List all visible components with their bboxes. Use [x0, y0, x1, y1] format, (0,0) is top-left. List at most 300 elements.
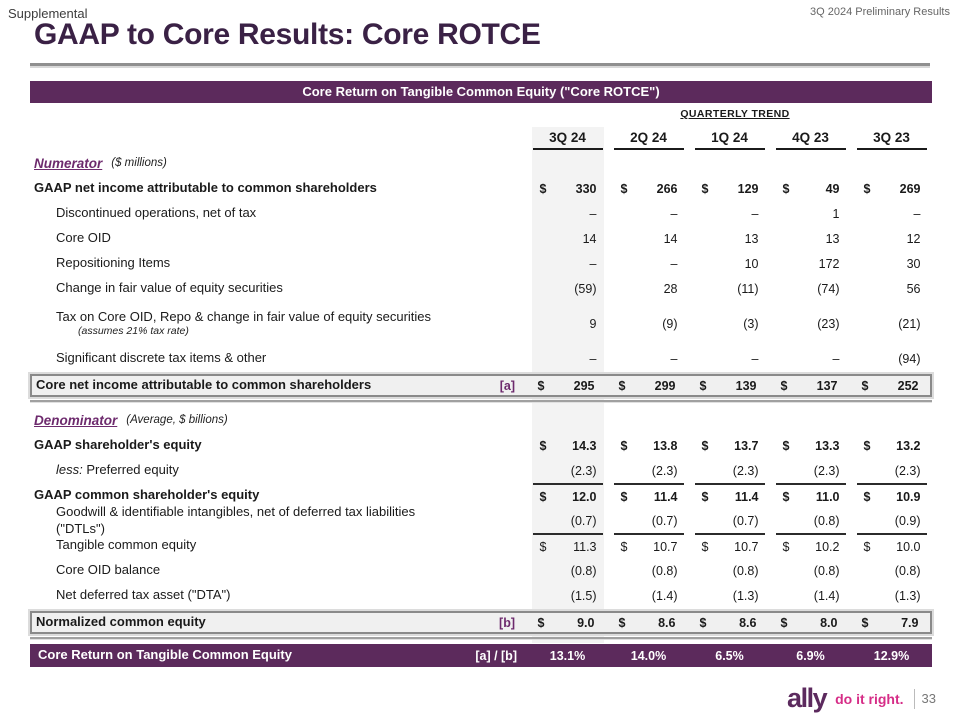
value-cell: [612, 613, 682, 632]
value-cell: [533, 458, 603, 483]
value-cell: [614, 201, 684, 226]
value: 13.2: [896, 438, 921, 453]
dollar-sign: $: [780, 378, 788, 393]
value: 172: [818, 256, 840, 271]
value: 299: [654, 378, 676, 393]
value: (0.7): [651, 513, 678, 528]
row-label-main: Core OID: [56, 230, 111, 246]
value-cell: [776, 301, 846, 346]
dollar-sign: $: [620, 181, 628, 196]
dollar-sign: $: [861, 615, 869, 630]
table-row: [30, 374, 932, 397]
value-cell: [614, 583, 684, 608]
value: 10.2: [815, 539, 840, 554]
value-cell: [614, 226, 684, 251]
value: (0.8): [651, 563, 678, 578]
value-cell: [695, 483, 765, 508]
value-cell: [614, 558, 684, 583]
value: –: [751, 206, 759, 221]
value: 8.0: [820, 615, 838, 630]
value-cell: [614, 346, 684, 371]
value-cell: [695, 533, 765, 558]
value-cell: [857, 226, 927, 251]
value: –: [670, 351, 678, 366]
section-divider: [30, 400, 932, 403]
value-cell: [533, 558, 603, 583]
value-cell: [533, 301, 603, 346]
value: 30: [906, 256, 921, 271]
table-row: [30, 611, 932, 634]
row-marker: [447, 251, 527, 276]
value: (2.3): [651, 463, 678, 478]
row-label-main: Repositioning Items: [56, 255, 171, 271]
value: 269: [899, 181, 921, 196]
value: (3): [743, 316, 759, 331]
header-spacer: [447, 124, 527, 150]
row-label: [30, 301, 447, 346]
value: 8.6: [739, 615, 757, 630]
value-cell: [776, 483, 846, 508]
value-cell: [857, 301, 927, 346]
value-cell: [857, 483, 927, 508]
dollar-sign: $: [618, 378, 626, 393]
row-label-text: [34, 437, 202, 453]
row-label-main: Tax on Core OID, Repo & change in fair value of equity securities: [56, 308, 432, 324]
value: 1: [832, 206, 840, 221]
row-label-text: [56, 462, 179, 478]
value-cell: [776, 176, 846, 201]
dollar-sign: $: [537, 615, 545, 630]
value-cell: [695, 301, 765, 346]
value-cell: [533, 644, 603, 667]
value-cell: [695, 276, 765, 301]
value: 8.6: [658, 615, 676, 630]
dollar-sign: $: [620, 489, 628, 504]
value-cell: [614, 644, 684, 667]
table-row: [30, 504, 932, 536]
row-label: [30, 346, 447, 371]
value-cell: [695, 226, 765, 251]
column-header: 1Q 24: [695, 124, 765, 150]
quarterly-trend-label: QUARTERLY TREND: [680, 108, 790, 120]
deck-label: 3Q 2024 Preliminary Results: [809, 6, 950, 18]
value-cell: [855, 376, 925, 395]
value-cell: [776, 508, 846, 533]
row-label: [30, 433, 447, 458]
dollar-sign: $: [782, 181, 790, 196]
value-cell: [776, 226, 846, 251]
value: 10.7: [653, 539, 678, 554]
value: 129: [737, 181, 759, 196]
value: –: [670, 256, 678, 271]
rotce-table: [30, 106, 932, 667]
value: (59): [574, 281, 597, 296]
value: 10.9: [896, 489, 921, 504]
row-label-text: [56, 350, 266, 366]
value-cell: [857, 276, 927, 301]
section-heading-row: [30, 407, 932, 433]
value: 11.3: [573, 539, 597, 554]
value: –: [670, 206, 678, 221]
row-label-prefix: less:: [56, 462, 83, 478]
value-cell: [533, 346, 603, 371]
dollar-sign: $: [539, 489, 547, 504]
dollar-sign: $: [782, 539, 790, 554]
row-label-text: [34, 180, 377, 196]
value: 330: [575, 181, 597, 196]
row-label: [30, 558, 447, 583]
row-label-text: [56, 309, 431, 338]
value-cell: [855, 613, 925, 632]
value-cell: [857, 251, 927, 276]
value-cell: [776, 583, 846, 608]
value: 11.4: [734, 489, 759, 504]
value-cell: [614, 458, 684, 483]
row-marker: [447, 301, 527, 346]
row-label-main: Core OID balance: [56, 562, 161, 578]
value: 14: [582, 231, 597, 246]
row-label-main: Discontinued operations, net of tax: [56, 205, 257, 221]
row-marker: [a] / [b]: [475, 648, 517, 663]
value-cell: [695, 644, 765, 667]
row-marker: [447, 433, 527, 458]
dollar-sign: $: [618, 615, 626, 630]
value-cell: [776, 346, 846, 371]
value: 6.9%: [796, 648, 825, 663]
row-label: [30, 201, 447, 226]
value: 7.9: [901, 615, 919, 630]
value-cell: [776, 433, 846, 458]
value-cell: [857, 533, 927, 558]
value-cell: [614, 433, 684, 458]
table-row: [30, 276, 932, 301]
row-label-main: GAAP net income attributable to common shareholders: [34, 180, 377, 196]
table-row: [30, 201, 932, 226]
value: (0.8): [894, 563, 921, 578]
value-cell: [533, 276, 603, 301]
value-cell: [776, 201, 846, 226]
value: 252: [897, 378, 919, 393]
value-cell: [857, 201, 927, 226]
value-cell: [857, 433, 927, 458]
value-cell: [614, 276, 684, 301]
value-cell: [533, 201, 603, 226]
table-row: [30, 533, 932, 558]
value: (1.5): [570, 588, 597, 603]
row-label: [30, 276, 447, 301]
value: 295: [573, 378, 595, 393]
value-cell: [614, 533, 684, 558]
row-marker: [447, 458, 527, 483]
row-label-text: [56, 562, 160, 578]
row-label-text: [34, 487, 259, 503]
value: (0.8): [570, 563, 597, 578]
row-marker: [447, 483, 527, 508]
value-cell: [695, 251, 765, 276]
row-label: [30, 458, 447, 483]
value: (2.3): [570, 463, 597, 478]
value-cell: [776, 533, 846, 558]
value: 12.9%: [873, 648, 910, 663]
value: (2.3): [894, 463, 921, 478]
value-cell: [533, 433, 603, 458]
value: (1.3): [894, 588, 921, 603]
value: 9: [589, 316, 597, 331]
section-divider: [30, 637, 932, 640]
value-cell: [857, 508, 927, 533]
dollar-sign: $: [701, 438, 709, 453]
row-label: [30, 251, 447, 276]
value: 266: [656, 181, 678, 196]
table-row: [30, 458, 932, 483]
table-row: [30, 251, 932, 276]
table-row: [30, 583, 932, 608]
value: 10: [744, 256, 759, 271]
value: 56: [906, 281, 921, 296]
row-label-main: Net deferred tax asset ("DTA"): [56, 587, 231, 603]
value-cell: [614, 251, 684, 276]
row-marker: [b]: [499, 615, 515, 630]
row-label-text: [56, 587, 230, 603]
row-label: [30, 644, 447, 667]
value-cell: [614, 508, 684, 533]
value-cell: [612, 376, 682, 395]
value-cell: [614, 301, 684, 346]
slide-footer: [787, 685, 936, 712]
value-cell: [531, 613, 601, 632]
row-label-sub: (assumes 21% tax rate): [78, 325, 189, 338]
value: 9.0: [577, 615, 595, 630]
row-label: [30, 226, 447, 251]
value: (0.7): [732, 513, 759, 528]
value: 10.0: [896, 539, 921, 554]
value: 13.7: [734, 438, 759, 453]
value-cell: [695, 558, 765, 583]
row-label-main: Significant discrete tax items & other: [56, 350, 267, 366]
row-label: [30, 504, 447, 536]
value: (21): [898, 316, 921, 331]
row-label-main: Goodwill & identifiable intangibles, net of deferred tax liabilities ("DTLs"): [56, 504, 416, 536]
row-marker: [447, 583, 527, 608]
row-label-main: Normalized common equity: [36, 614, 206, 630]
dollar-sign: $: [782, 438, 790, 453]
value-cell: [857, 558, 927, 583]
value: (74): [817, 281, 840, 296]
value-cell: [776, 458, 846, 483]
value: (2.3): [732, 463, 759, 478]
value: (0.9): [894, 513, 921, 528]
row-marker: [447, 508, 527, 533]
value: 11.0: [815, 489, 840, 504]
ally-logo: ally: [787, 683, 827, 713]
value: –: [589, 256, 597, 271]
dollar-sign: $: [863, 489, 871, 504]
value: –: [589, 206, 597, 221]
value-cell: [857, 346, 927, 371]
row-label-text: [56, 255, 170, 271]
value-cell: [695, 458, 765, 483]
column-header: 2Q 24: [614, 124, 684, 150]
section-heading: Numerator: [34, 155, 103, 171]
row-label-text: [56, 280, 283, 296]
value: (1.4): [813, 588, 840, 603]
supplemental-label: Supplemental: [8, 6, 88, 21]
dollar-sign: $: [861, 378, 869, 393]
value-cell: [695, 583, 765, 608]
value: –: [832, 351, 840, 366]
dollar-sign: $: [701, 539, 709, 554]
dollar-sign: $: [539, 539, 547, 554]
row-marker: [447, 276, 527, 301]
dollar-sign: $: [780, 615, 788, 630]
table-row: [30, 176, 932, 201]
value-cell: [857, 458, 927, 483]
value: 13: [825, 231, 840, 246]
value: (0.7): [570, 513, 597, 528]
row-label-main: less: Preferred equity: [56, 462, 179, 478]
column-header: 3Q 24: [533, 124, 603, 150]
table-row: [30, 346, 932, 371]
value-cell: [774, 376, 844, 395]
column-header: 4Q 23: [776, 124, 846, 150]
section-heading-row: [30, 150, 932, 176]
value-cell: [695, 346, 765, 371]
value-cell: [533, 583, 603, 608]
row-label-main: Core net income attributable to common shareholders: [36, 377, 372, 393]
row-label: [30, 583, 447, 608]
value: –: [589, 351, 597, 366]
value: (23): [817, 316, 840, 331]
row-label-text: [56, 537, 196, 553]
dollar-sign: $: [539, 438, 547, 453]
value: 6.5%: [715, 648, 744, 663]
value-cell: [695, 433, 765, 458]
value: 13.3: [815, 438, 840, 453]
row-label-main: Change in fair value of equity securities: [56, 280, 283, 296]
table-banner: Core Return on Tangible Common Equity ("Core ROTCE"): [30, 81, 932, 103]
title-divider: [30, 63, 930, 66]
value: (0.8): [813, 563, 840, 578]
value-cell: [693, 613, 763, 632]
value: 49: [825, 181, 840, 196]
value: –: [751, 351, 759, 366]
row-label: [30, 176, 447, 201]
row-marker: [447, 226, 527, 251]
value: 137: [816, 378, 838, 393]
dollar-sign: $: [539, 181, 547, 196]
row-marker: [a]: [499, 378, 515, 393]
value: (0.8): [732, 563, 759, 578]
value: (1.3): [732, 588, 759, 603]
row-label-main: Tangible common equity: [56, 537, 197, 553]
value-cell: [695, 201, 765, 226]
value: (94): [898, 351, 921, 366]
header-spacer: [30, 124, 447, 150]
column-header: 3Q 23: [857, 124, 927, 150]
row-marker: [447, 558, 527, 583]
table-row: [30, 226, 932, 251]
page-number-divider: [914, 689, 915, 709]
dollar-sign: $: [699, 378, 707, 393]
core-rotce-result-row: [30, 644, 932, 667]
dollar-sign: $: [699, 615, 707, 630]
dollar-sign: $: [701, 181, 709, 196]
row-label: [32, 613, 445, 632]
column-header-row: [30, 124, 932, 150]
value-cell: [693, 376, 763, 395]
dollar-sign: $: [620, 438, 628, 453]
dollar-sign: $: [863, 539, 871, 554]
value-cell: [857, 583, 927, 608]
page-number: 33: [921, 691, 936, 706]
row-label-text: [56, 205, 256, 221]
row-marker: [447, 346, 527, 371]
page-title: GAAP to Core Results: Core ROTCE: [34, 18, 541, 51]
value-cell: [774, 613, 844, 632]
value-cell: [695, 508, 765, 533]
section-unit: (Average, $ billions): [126, 414, 228, 426]
dollar-sign: $: [863, 438, 871, 453]
value: (9): [662, 316, 678, 331]
value-cell: [776, 644, 846, 667]
value: (1.4): [651, 588, 678, 603]
row-label-text: [56, 504, 447, 537]
value-cell: [857, 644, 927, 667]
value: 13.8: [653, 438, 678, 453]
ally-tagline: do it right.: [835, 690, 904, 707]
value-cell: [857, 176, 927, 201]
row-label-text: [38, 647, 292, 663]
value: (11): [737, 281, 759, 296]
value: 14.3: [572, 438, 597, 453]
value-cell: [614, 176, 684, 201]
row-label-text: [56, 230, 111, 246]
section-unit: ($ millions): [111, 157, 167, 169]
value: 28: [663, 281, 678, 296]
value: 10.7: [734, 539, 759, 554]
value: 13: [744, 231, 759, 246]
value-cell: [533, 533, 603, 558]
value: 14: [663, 231, 678, 246]
row-label-main: Core Return on Tangible Common Equity: [38, 647, 292, 663]
value-cell: [533, 508, 603, 533]
value: (2.3): [813, 463, 840, 478]
value-cell: [533, 251, 603, 276]
row-marker: [447, 533, 527, 558]
row-label: [30, 533, 447, 558]
dollar-sign: $: [782, 489, 790, 504]
value: –: [913, 206, 921, 221]
row-marker: [447, 176, 527, 201]
dollar-sign: $: [863, 181, 871, 196]
dollar-sign: $: [701, 489, 709, 504]
value: 12.0: [572, 489, 597, 504]
dollar-sign: $: [537, 378, 545, 393]
value: 139: [735, 378, 757, 393]
value-cell: [533, 226, 603, 251]
value-cell: [614, 483, 684, 508]
value: (0.8): [813, 513, 840, 528]
row-marker: [447, 201, 527, 226]
value: 13.1%: [549, 648, 586, 663]
value-cell: [776, 276, 846, 301]
value-cell: [776, 558, 846, 583]
row-label-text: [36, 614, 206, 630]
row-label-main: GAAP shareholder's equity: [34, 437, 202, 453]
value-cell: [695, 176, 765, 201]
value-cell: [533, 176, 603, 201]
row-label-text: [36, 377, 371, 393]
